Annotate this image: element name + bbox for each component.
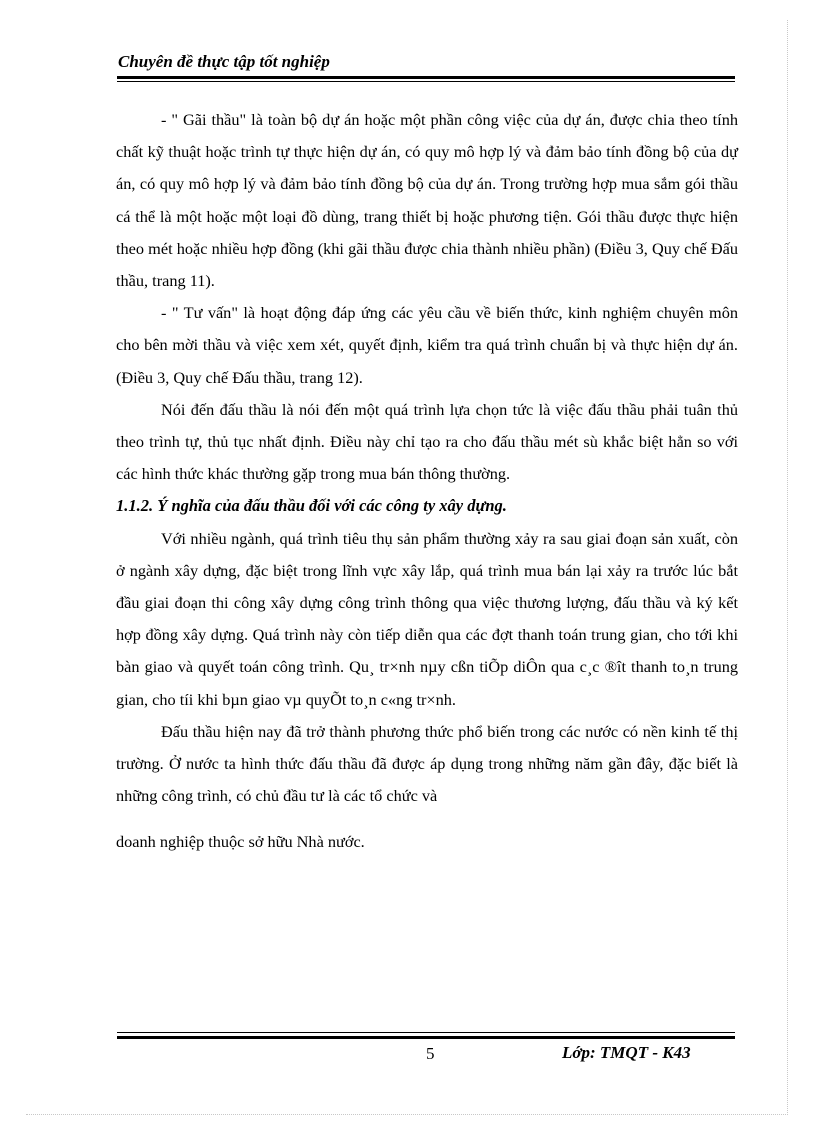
paragraph-continuation: doanh nghiệp thuộc sở hữu Nhà nước. <box>116 832 365 852</box>
footer-rule-thick <box>117 1036 735 1039</box>
header-title: Chuyên đề thực tập tốt nghiệp <box>118 52 330 71</box>
section-heading: 1.1.2. Ý nghĩa của đấu thầu đối với các công ty xây dựng. <box>116 496 507 516</box>
document-body <box>116 104 738 859</box>
paragraph-qua-trinh: Với nhiều ngành, quá trình tiêu thụ sản phẩm thường xảy ra sau giai đoạn sản xuất, còn ở ngành xây dựng, đặc biệt trong lĩnh vực xây lắp, quá trình mua bán lại xảy ra trước lúc bắt đầu giai đoạn thi công xây dựng công trình thông qua việc thương lượng, đấu thầu và ký kết hợp đồng xây dựng. Quá trình này còn tiếp diễn qua các đợt thanh toán trung gian, cho tới khi bàn giao và quyết toán công trình. Qu¸ tr×nh nµy cßn tiÕp diÔn qua c¸c ®ît thanh to¸n trung gian, cho tíi khi bµn giao vµ quyÕt to¸n c«ng tr×nh. <box>116 528 738 709</box>
header-rule-thin <box>117 81 735 82</box>
page-number: 5 <box>426 1044 435 1063</box>
header-rule-thick <box>117 76 735 79</box>
class-label: Lớp: TMQT - K43 <box>562 1043 691 1062</box>
paragraph-goi-thau: - " Gãi thầu" là toàn bộ dự án hoặc một phần công việc của dự án, được chia theo tính chất kỹ thuật hoặc trình tự thực hiện dự án, có quy mô hợp lý và đảm bảo tính đồng bộ của dự án, có quy mô hợp lý và đảm bảo tính đồng bộ của dự án. Trong trường hợp mua sắm gói thầu cá thể là một hoặc một loại đồ dùng, trang thiết bị hoặc phương tiện. Gói thầu được thực hiện theo mét hoặc nhiều hợp đồng (khi gãi thầu được chia thành nhiều phần) (Điều 3, Quy chế Đấu thầu, trang 11). <box>116 110 738 291</box>
paragraph-pho-bien: Đấu thầu hiện nay đã trở thành phương thức phổ biến trong các nước có nền kinh tế thị trường. Ở nước ta hình thức đấu thầu đã được áp dụng trong những năm gần đây, đặc biết là những công trình, có chủ đầu tư là các tổ chức và <box>116 721 738 806</box>
paragraph-dau-thau: Nói đến đấu thầu là nói đến một quá trình lựa chọn tức là việc đấu thầu phải tuân thủ theo trình tự, thủ tục nhất định. Điều này chỉ tạo ra cho đấu thầu mét sù khắc biệt hẳn so với các hình thức khác thường gặp trong mua bán thông thường. <box>116 399 738 484</box>
footer-rule-thin <box>117 1032 735 1033</box>
paragraph-tu-van: - " Tư vấn" là hoạt động đáp ứng các yêu cầu về biến thức, kinh nghiệm chuyên môn cho bên mời thầu và việc xem xét, quyết định, kiểm tra quá trình chuẩn bị và thực hiện dự án. (Điều 3, Quy chế Đấu thầu, trang 12). <box>116 303 738 387</box>
